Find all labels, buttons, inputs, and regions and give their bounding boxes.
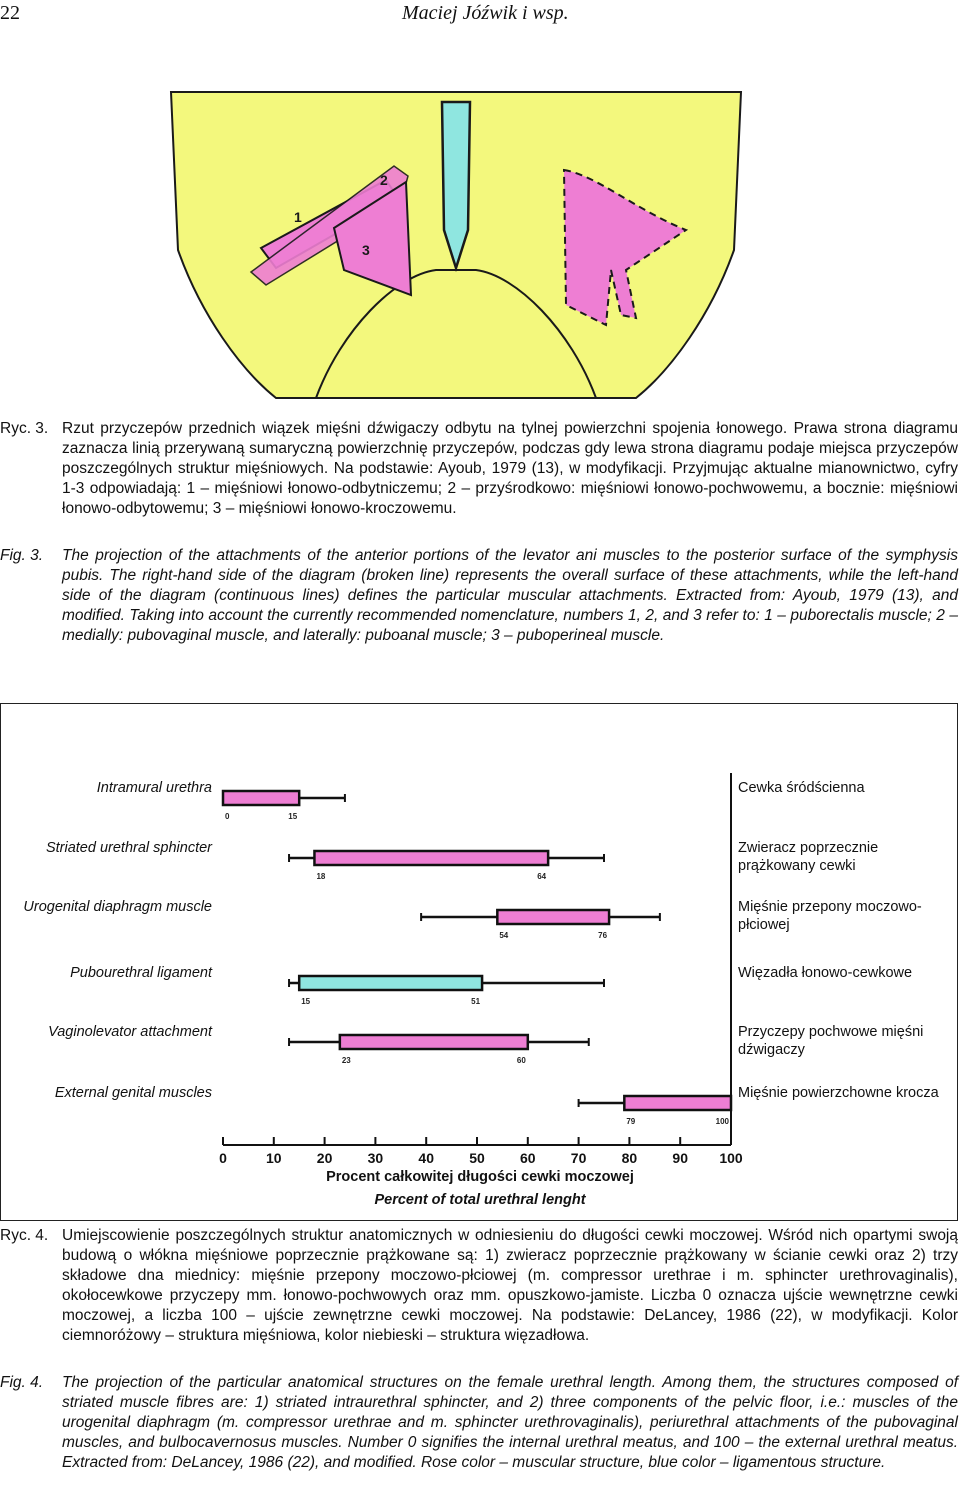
caption-label: Fig. 4. xyxy=(0,1374,44,1391)
figure-4-chart xyxy=(0,703,960,1223)
x-tick-label: 40 xyxy=(418,1150,434,1166)
row-label-pl: Mięśnie przepony moczowo-płciowej xyxy=(738,899,922,933)
x-tick-label: 50 xyxy=(469,1150,485,1166)
bar-start-label: 15 xyxy=(301,997,311,1006)
row-label-en: Intramural urethra xyxy=(96,780,212,796)
x-tick-label: 60 xyxy=(520,1150,536,1166)
figure-3-diagram xyxy=(166,80,746,410)
running-head: Maciej Jóźwik i wsp. xyxy=(402,2,569,24)
caption-text: The projection of the attachments of the anterior portions of the levator ani muscles to the posterior surface of the symphysis pubis. The right-hand side of the diagram (broken line) represents the overall surface of these attachments, while the left-hand side of the diagram (continuous lines) defines the particular muscular attachments. Extracted from: Ayoub, 1979 (13), and modified. Taking into account the currently recommended nomenclature, numbers 1, 2, and 3 refer to: 1 – puborectalis muscle; 2 – medially: pubovaginal muscle, and laterally: puboanal muscle; 3 – puboperineal muscle. xyxy=(62,547,958,644)
row-label-pl: Przyczepy pochwowe mięśni dźwigaczy xyxy=(738,1024,924,1058)
x-tick-label: 80 xyxy=(621,1150,638,1166)
x-tick-label: 100 xyxy=(719,1150,743,1166)
bar-end-label: 51 xyxy=(471,997,481,1006)
bar-start-label: 18 xyxy=(316,872,326,881)
caption-label: Fig. 3. xyxy=(0,547,44,564)
row-label-pl: Więzadła łonowo-cewkowe xyxy=(738,965,913,981)
x-tick-label: 90 xyxy=(672,1150,688,1166)
bar-end-label: 64 xyxy=(537,872,547,881)
row-label-en: Vaginolevator attachment xyxy=(48,1024,212,1040)
range-bar xyxy=(223,791,299,805)
x-tick-label: 20 xyxy=(316,1150,333,1166)
range-bar xyxy=(299,976,482,990)
row-label-en: Striated urethral sphincter xyxy=(45,840,212,856)
x-tick-label: 0 xyxy=(219,1150,227,1166)
caption-label: Ryc. 3. xyxy=(0,420,49,437)
caption-label: Ryc. 4. xyxy=(0,1227,49,1244)
x-axis-title-en: Percent of total urethral lenght xyxy=(374,1192,586,1208)
caption-figure-4-en xyxy=(0,1373,958,1473)
row-label-en: Urogenital diaphragm muscle xyxy=(23,899,212,915)
row-label-pl: Zwieracz poprzecznie prążkowany cewki xyxy=(738,840,879,874)
x-axis-title-pl: Procent całkowitej długości cewki moczowej xyxy=(326,1169,634,1185)
caption-figure-3-en xyxy=(0,546,958,646)
caption-text: Rzut przyczepów przednich wiązek mięśni dźwigaczy odbytu na tylnej powierzchni spojenia łonowego. Prawa strona diagramu zaznacza linią przerywaną sumaryczną powierzchnię przyczepów, podczas gdy lewa strona diagramu podaje miejsca przyczepów poszczególnych struktur mięśniowych. Na podstawie: Ayoub, 1979 (13), w modyfikacji. Przyjmując aktualne mianownictwo, cyfry 1-3 odpowiadają: 1 – mięśniowi łonowo-odbytniczemu; 2 – przyśrodkowo: mięśniowi łonowo-pochwowemu, a bocznie: mięśniowi łonowo-odbytowemu; 3 – mięśniowi łonowo-kroczowemu. xyxy=(62,420,958,517)
x-tick-label: 10 xyxy=(266,1150,282,1166)
range-bar xyxy=(314,851,548,865)
bar-start-label: 23 xyxy=(341,1056,351,1065)
range-bar xyxy=(624,1096,731,1110)
row-label-pl: Cewka śródścienna xyxy=(738,780,865,796)
fig3-label-1: 1 xyxy=(294,209,302,225)
range-bar xyxy=(497,910,609,924)
row-label-en: Pubourethral ligament xyxy=(70,965,212,981)
page-number: 22 xyxy=(0,2,20,24)
range-bar xyxy=(340,1035,528,1049)
bar-end-label: 100 xyxy=(715,1117,729,1126)
bar-end-label: 76 xyxy=(598,931,608,940)
bar-end-label: 15 xyxy=(288,812,298,821)
bar-start-label: 0 xyxy=(225,812,230,821)
bar-start-label: 54 xyxy=(499,931,509,940)
caption-text: The projection of the particular anatomical structures on the female urethral length. Among them, the structures composed of striated muscle fibres are: 1) striated intraurethral sphincter, and 2) three components of the pelvic floor, i.e.: muscles of the urogenital diaphragm (m. compressor urethrae and m. sphincter urethrovaginalis), periurethral attachments of the pubovaginal muscles, and bulbocavernosus muscles. Number 0 signifies the internal urethral meatus, and 100 – the external urethral meatus. Extracted from: DeLancey, 1986 (22), and modified. Rose color – muscular structure, blue color – ligamentous structure. xyxy=(62,1374,958,1471)
fig3-label-2: 2 xyxy=(380,172,388,188)
caption-figure-3-pl xyxy=(0,419,958,519)
row-label-en: External genital muscles xyxy=(54,1085,212,1101)
bar-end-label: 60 xyxy=(516,1056,526,1065)
x-tick-label: 30 xyxy=(367,1150,384,1166)
caption-figure-4-pl xyxy=(0,1226,958,1346)
fig3-label-3: 3 xyxy=(362,242,370,258)
row-label-pl: Mięśnie powierzchowne krocza xyxy=(738,1085,939,1101)
caption-text: Umiejscowienie poszczególnych struktur anatomicznych w odniesieniu do długości cewki moczowej. Wśród nich opartymi swoją budową o włókna mięśniowe poprzecznie prążkowane są: 1) zwieracz poprzecznie prążkowany w ścianie cewki oraz 2) trzy składowe dna miednicy: mięśnie przepony moczowo-płciowej (m. compressor urethrae i m. sphincter urethrovaginalis), okołocewkowe przyczepy mm. łonowo-pochwowych oraz mm. opuszkowo-jamiste. Liczba 0 oznacza ujście wewnętrzne cewki moczowej, a liczba 100 – ujście zewnętrzne cewki moczowej. Na podstawie: DeLancey, 1986 (22), w modyfikacji. Kolor ciemnoróżowy – struktura mięśniowa, kolor niebieski – struktura więzadłowa. xyxy=(62,1227,958,1344)
bar-start-label: 79 xyxy=(626,1117,636,1126)
x-tick-label: 70 xyxy=(570,1150,587,1166)
